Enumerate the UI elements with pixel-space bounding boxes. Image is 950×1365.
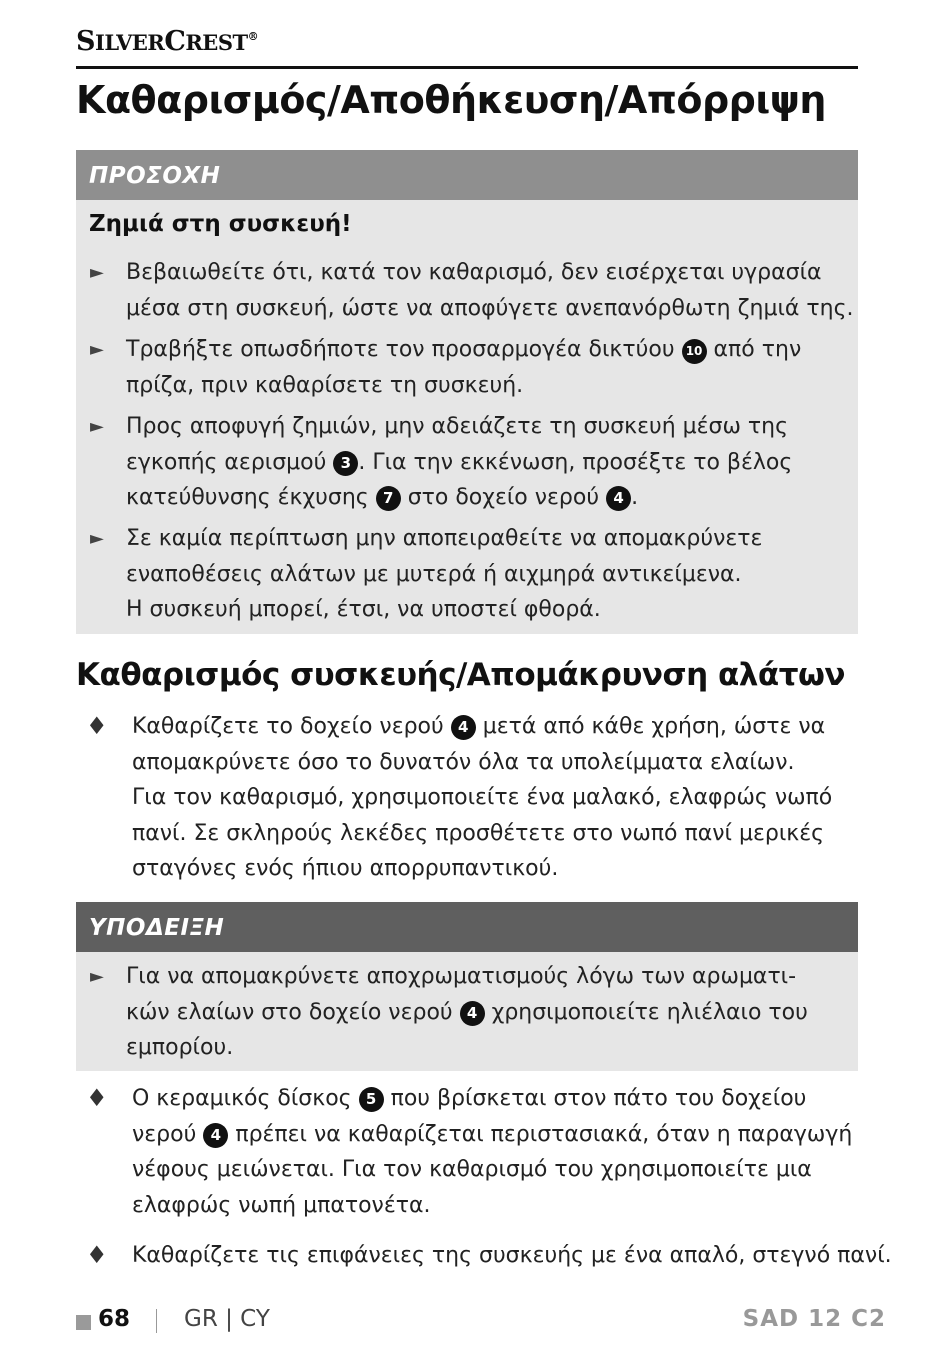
page-title: Καθαρισμός/Αποθήκευση/Απόρριψη [76, 78, 826, 122]
bullet-arrow-icon: ► [90, 339, 104, 360]
text-line: Ο κεραμικός δίσκος 5 που βρίσκεται στον πάτο του δοχείου [132, 1086, 807, 1111]
text-line: ελαφρώς νωπή μπατονέτα. [132, 1192, 431, 1218]
caution-item-4 [126, 521, 762, 628]
text-line: εμπορίου. [126, 1035, 234, 1060]
model-number: SAD 12 C2 [742, 1306, 886, 1332]
text-line: εναποθέσεις αλάτων με μυτερά ή αιχμηρά αντικείμενα. [126, 561, 742, 587]
bullet-diamond-icon: ♦ [86, 1241, 108, 1269]
ref-number-icon: 4 [460, 1001, 485, 1026]
bullet-arrow-icon: ► [90, 528, 104, 549]
language-codes: GR | CY [184, 1306, 270, 1332]
caution-item-1 [126, 255, 854, 326]
text-line: Προς αποφυγή ζημιών, μην αδειάζετε τη συσκευή μέσω της [126, 414, 789, 439]
footer-square-icon [76, 1315, 91, 1330]
text-line: Για να απομακρύνετε αποχρωματισμούς λόγω των αρωματι- [126, 964, 797, 989]
note-heading: ΥΠΟΔΕΙΞΗ [76, 902, 858, 952]
footer-divider [156, 1309, 157, 1333]
caution-subheading: Ζημιά στη συσκευή! [89, 211, 352, 237]
ref-number-icon: 4 [203, 1123, 228, 1148]
ref-number-icon: 5 [359, 1087, 384, 1112]
text-line: νερού 4 πρέπει να καθαρίζεται περιστασιακά, όταν η παραγωγή [132, 1121, 853, 1147]
text-line: απομακρύνετε όσο το δυνατόν όλα τα υπολείμματα ελαίων. [132, 749, 795, 775]
text-line: Για τον καθαρισμό, χρησιμοποιείτε ένα μαλακό, ελαφρώς νωπό [132, 785, 833, 810]
text-line: πανί. Σε σκληρούς λεκέδες προσθέτετε στο νωπό πανί μερικές [132, 820, 825, 846]
silvercrest-logo [76, 26, 258, 57]
text-line: Βεβαιωθείτε ότι, κατά τον καθαρισμό, δεν εισέρχεται υγρασία [126, 260, 822, 285]
bullet-arrow-icon: ► [90, 262, 104, 283]
bullet-arrow-icon: ► [90, 416, 104, 437]
bullet-diamond-icon: ♦ [86, 712, 108, 740]
text-line: Καθαρίζετε το δοχείο νερού 4 μετά από κάθε χρήση, ώστε να [132, 714, 826, 739]
text-line: Σε καμία περίπτωση μην αποπειραθείτε να απομακρύνετε [126, 526, 763, 551]
header-rule [76, 66, 858, 69]
page-number: 68 [98, 1306, 131, 1332]
caution-heading: ΠΡΟΣΟΧΗ [76, 150, 858, 200]
ref-number-icon: 7 [376, 486, 401, 511]
text-line: Τραβήξτε οπωσδήποτε τον προσαρμογέα δικτύου 10 από την [126, 337, 802, 362]
caution-box [76, 150, 858, 634]
text-line: νέφους μειώνεται. Για τον καθαρισμό του χρησιμοποιείτε μια [132, 1157, 812, 1182]
note-item-1 [126, 959, 808, 1066]
cleaning-step-3 [132, 1238, 892, 1274]
section-title: Καθαρισμός συσκευής/Απομάκρυνση αλάτων [76, 657, 846, 693]
ref-number-icon: 4 [606, 486, 631, 511]
text-line: πρίζα, πριν καθαρίσετε τη συσκευή. [126, 372, 524, 398]
logo-word-1: SILVER [76, 26, 165, 57]
ref-number-icon: 3 [333, 451, 358, 476]
text-line: Η συσκευή μπορεί, έτσι, να υποστεί φθορά. [126, 597, 601, 622]
text-line: σταγόνες ενός ήπιου απορρυπαντικού. [132, 856, 559, 881]
cleaning-step-2 [132, 1081, 852, 1223]
text-line: εγκοπής αερισμού 3 . Για την εκκένωση, προσέξτε το βέλος [126, 449, 793, 475]
note-box [76, 902, 858, 1071]
caution-item-2 [126, 332, 801, 403]
bullet-diamond-icon: ♦ [86, 1084, 108, 1112]
bullet-arrow-icon: ► [90, 966, 104, 987]
ref-number-icon: 4 [451, 715, 476, 740]
caution-item-3 [126, 409, 792, 516]
text-line: κατεύθυνσης έκχυσης 7 στο δοχείο νερού 4 . [126, 485, 639, 510]
logo-word-2: CREST [164, 26, 248, 57]
cleaning-step-1 [132, 709, 832, 887]
ref-number-icon: 10 [682, 339, 707, 364]
registered-mark: ® [247, 30, 259, 43]
text-line: Καθαρίζετε τις επιφάνειες της συσκευής με ένα απαλό, στεγνό πανί. [132, 1243, 892, 1268]
text-line: μέσα στη συσκευή, ώστε να αποφύγετε ανεπανόρθωτη ζημιά της. [126, 295, 854, 321]
page-footer [76, 1306, 886, 1340]
text-line: κών ελαίων στο δοχείο νερού 4 χρησιμοποιείτε ηλιέλαιο του [126, 999, 808, 1025]
